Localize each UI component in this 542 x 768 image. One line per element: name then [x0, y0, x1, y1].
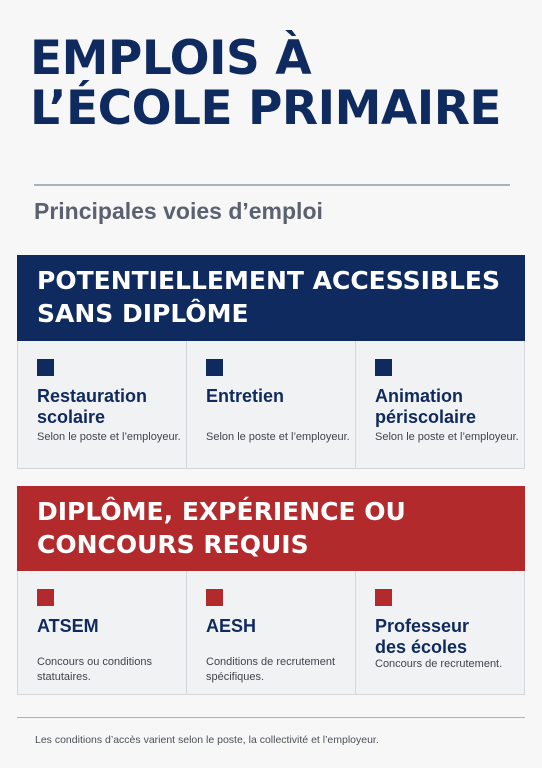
card-description-line-1: Selon le poste et l’employeur.: [375, 431, 519, 443]
card-title-line-1: AESH: [206, 616, 257, 636]
card-title-line-1: Entretien: [206, 386, 285, 406]
card-title: [37, 386, 172, 428]
card-title-line-1: Animation: [375, 386, 463, 406]
card-title: [37, 616, 172, 637]
section-header-line-1: DIPLÔME, EXPÉRIENCE OU: [37, 497, 406, 526]
card-animation-periscolaire: [356, 341, 524, 468]
card-description: [37, 430, 181, 445]
card-description-line-1: Concours ou conditions: [37, 656, 152, 668]
card-title-line-2: périscolaire: [375, 407, 477, 427]
card-title-line-1: Restauration: [37, 386, 148, 406]
card-description-line-2: statutaires.: [37, 671, 91, 683]
title-line-2: L’ÉCOLE PRIMAIRE: [30, 81, 502, 136]
card-title: [375, 616, 510, 658]
card-description-line-1: Conditions de recrutement: [206, 656, 336, 668]
title-line-1: EMPLOIS À: [30, 31, 312, 86]
card-aesh: [187, 571, 356, 694]
card-title-line-1: Professeur: [375, 616, 470, 636]
card-description-line-1: Selon le poste et l’employeur.: [37, 431, 181, 443]
card-professeur-des-ecoles: [356, 571, 524, 694]
card-description-line-2: spécifiques.: [206, 671, 265, 683]
card-title: [206, 386, 341, 407]
card-title-line-1: ATSEM: [37, 616, 99, 636]
section-header-line-2: SANS DIPLÔME: [37, 299, 249, 328]
card-title: [206, 616, 341, 637]
section-header-no-diploma: [17, 255, 525, 341]
card-description: [375, 430, 519, 445]
cards-diploma-required: [17, 571, 525, 695]
section-header-diploma-required: [17, 486, 525, 571]
footer-divider: [17, 717, 525, 718]
card-atsem: [18, 571, 187, 694]
cards-no-diploma: [17, 341, 525, 469]
page-title: [30, 31, 520, 136]
card-title-line-2: scolaire: [37, 407, 106, 427]
card-title: [375, 386, 510, 428]
section-header-line-1: POTENTIELLEMENT ACCESSIBLES: [37, 266, 501, 295]
card-description: [206, 430, 350, 445]
subtitle: Principales voies d’emploi: [34, 198, 323, 224]
red-square-icon: [375, 589, 392, 606]
card-entretien: [187, 341, 356, 468]
footer-note: Les conditions d’accès varient selon le poste, la collectivité et l’employeur.: [35, 734, 379, 746]
red-square-icon: [206, 589, 223, 606]
card-description-line-1: Selon le poste et l’employeur.: [206, 431, 350, 443]
blue-square-icon: [206, 359, 223, 376]
card-description: [375, 657, 502, 672]
blue-square-icon: [375, 359, 392, 376]
card-description-line-1: Concours de recrutement.: [375, 658, 503, 670]
blue-square-icon: [37, 359, 54, 376]
card-description: [206, 655, 335, 685]
title-divider: [34, 184, 510, 186]
section-header-line-2: CONCOURS REQUIS: [37, 530, 309, 559]
red-square-icon: [37, 589, 54, 606]
card-title-line-2: des écoles: [375, 637, 468, 657]
card-restauration-scolaire: [18, 341, 187, 468]
card-description: [37, 655, 152, 685]
